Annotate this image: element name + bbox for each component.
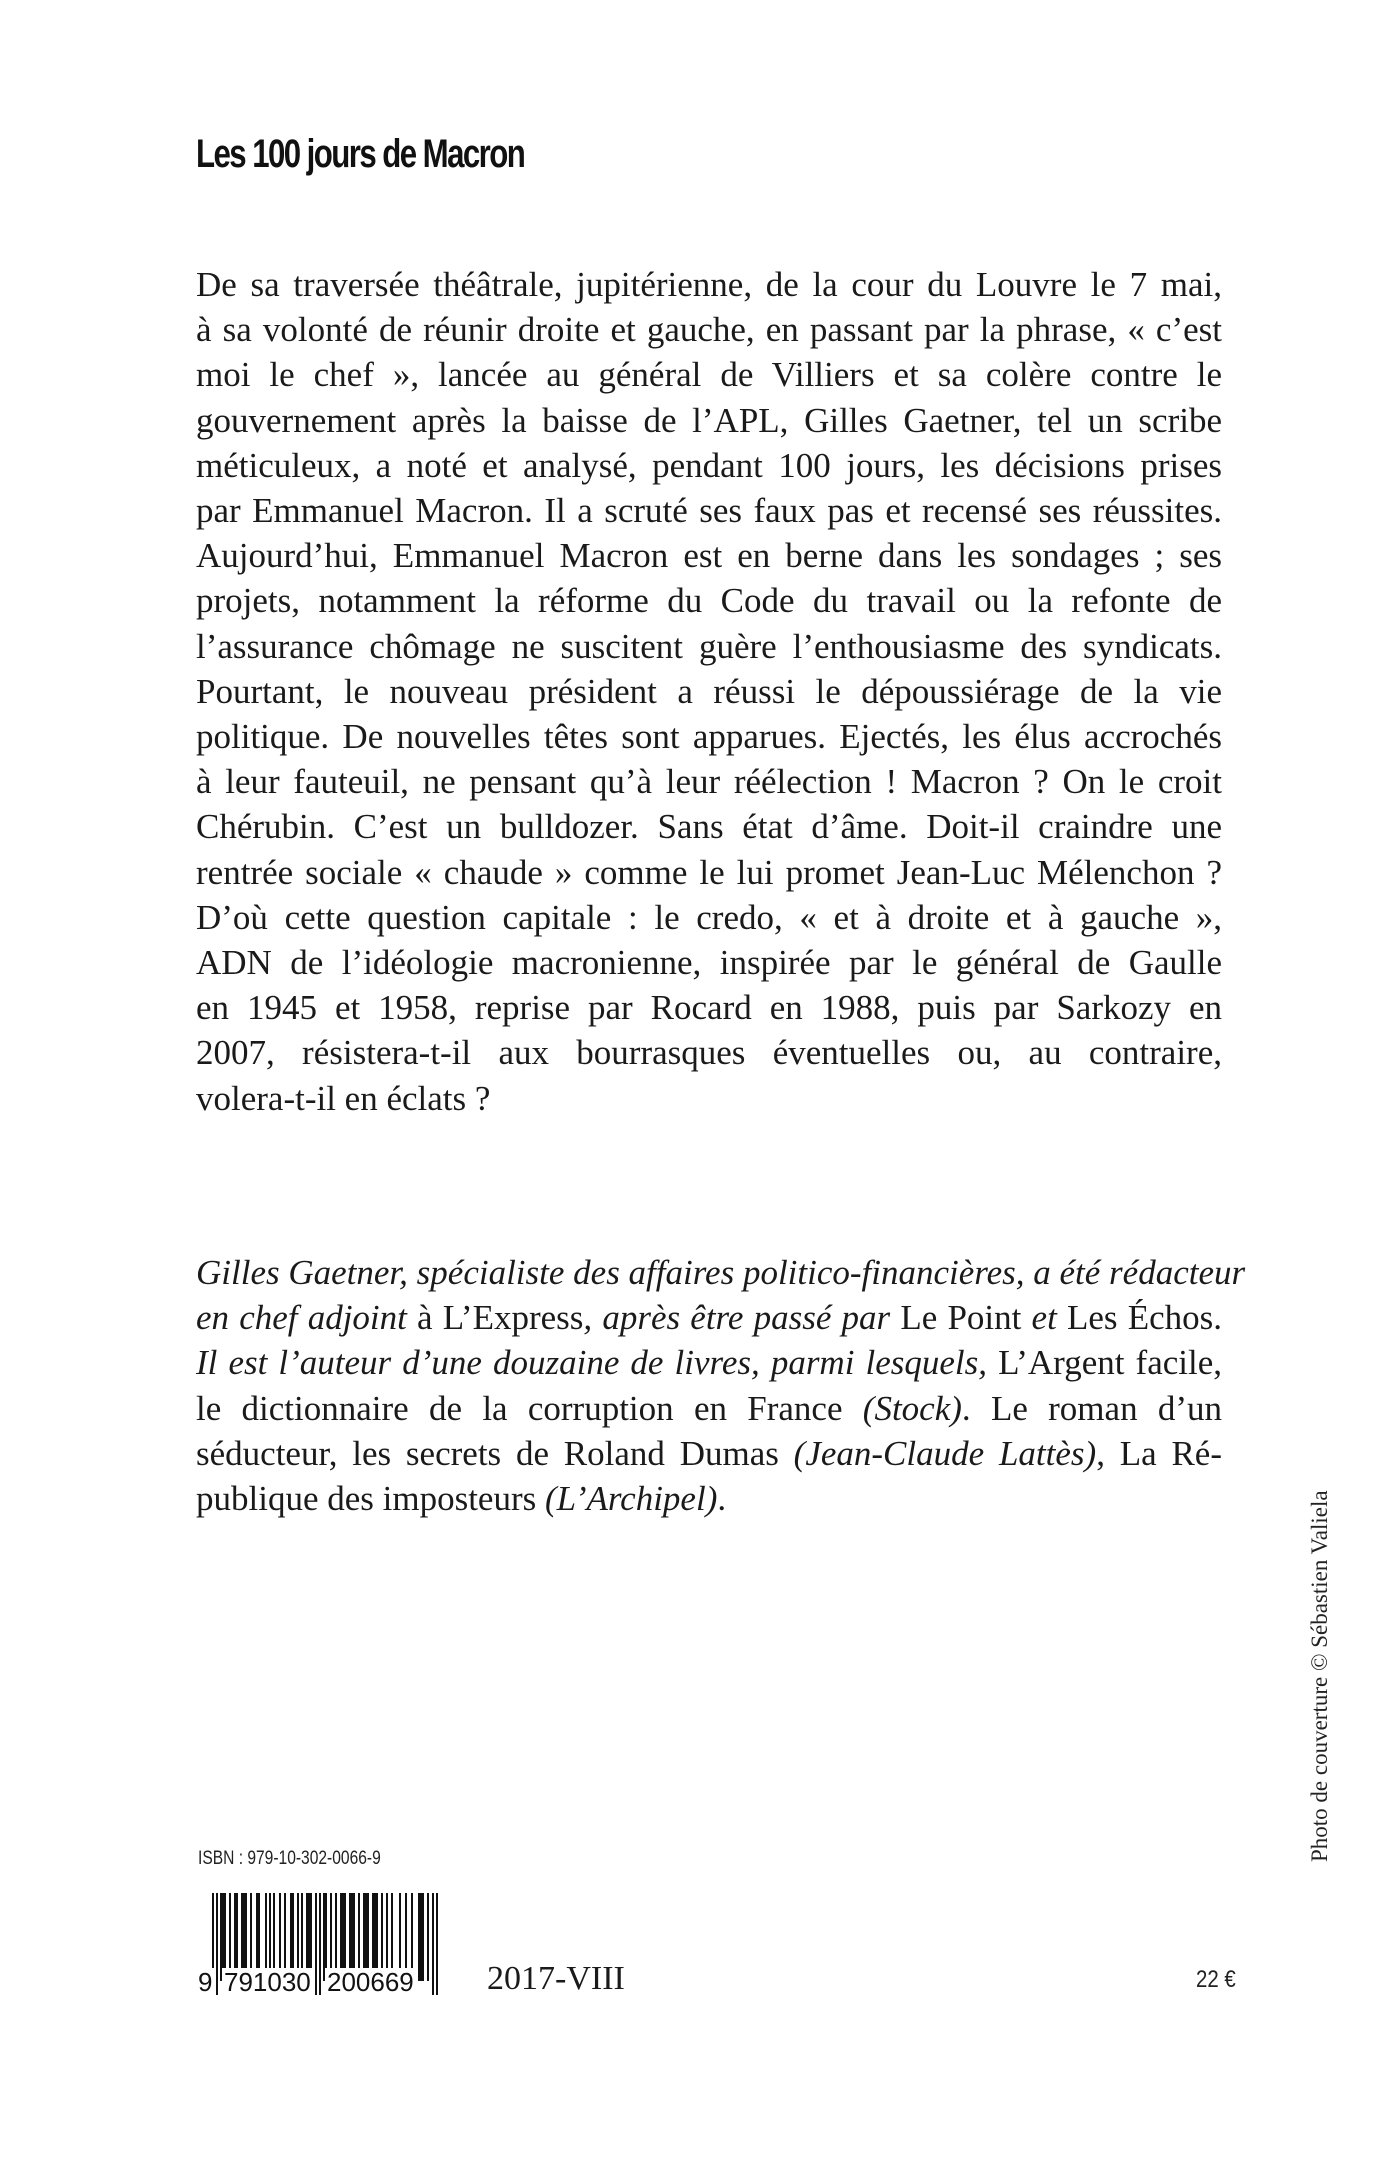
bio-line: Gilles Gaetner, spécialiste des affaires politico-financières, a été rédacteur <box>196 1253 1246 1292</box>
bio-fragment: L’Argent facile, <box>987 1343 1222 1383</box>
blurb-line: ADN de l’idéologie macronienne, inspirée par le général de Gaulle <box>196 943 1222 983</box>
edition-code: 2017-VIII <box>487 1960 625 1997</box>
blurb-line: Pourtant, le nouveau président a réussi le dépoussiérage de la vie <box>196 671 1222 711</box>
bio-fragment: , La Ré- <box>1096 1433 1222 1473</box>
bio-line <box>196 1295 1222 1340</box>
blurb-line: politique. De nouvelles têtes sont apparues. Ejectés, les élus accrochés <box>196 717 1222 757</box>
blurb-line: par Emmanuel Macron. Il a scruté ses faux pas et recensé ses réussites. <box>196 491 1222 531</box>
blurb-line: l’assurance chômage ne suscitent guère l’enthousiasme des syndicats. <box>196 626 1222 666</box>
blurb-line: D’où cette question capitale : le credo, « et à droite et à gauche », <box>196 897 1222 937</box>
blurb-line: De sa traversée théâtrale, jupitérienne, de la cour du Louvre le 7 mai, <box>196 265 1222 304</box>
photo-credit: Photo de couverture © Sébastien Valiela <box>1307 1490 1332 1862</box>
blurb-line: rentrée sociale « chaude » comme le lui promet Jean-Luc Mélenchon ? <box>196 852 1222 892</box>
bio-fragment: et <box>1021 1298 1067 1338</box>
bio-line <box>196 1340 1222 1385</box>
blurb-line: volera-t-il en éclats ? <box>196 1078 491 1118</box>
bio-fragment: Les Échos. <box>1067 1298 1222 1338</box>
bio-line <box>196 1476 1222 1521</box>
bio-fragment: en chef adjoint <box>196 1298 407 1338</box>
barcode-digit-lead: 9 <box>198 1967 213 1997</box>
bio-fragment: . <box>717 1479 727 1519</box>
bio-fragment: Le Point <box>900 1298 1022 1338</box>
blurb-line: 2007, résistera-t-il aux bourrasques éventuelles ou, au contraire, <box>196 1033 1222 1073</box>
blurb-line: à leur fauteuil, ne pensant qu’à leur réélection ! Macron ? On le croit <box>196 762 1222 802</box>
bio-fragment: publique des imposteurs <box>196 1479 545 1519</box>
bio-fragment: (L’Archipel) <box>545 1479 718 1519</box>
blurb-line: Aujourd’hui, Emmanuel Macron est en berne dans les sondages ; ses <box>196 536 1222 576</box>
bio-fragment: (Stock) <box>862 1388 962 1428</box>
blurb-line: à sa volonté de réunir droite et gauche, en passant par la phrase, « c’est <box>196 310 1222 350</box>
bio-fragment: à L’Express <box>406 1298 584 1338</box>
blurb-text <box>196 262 1222 1121</box>
bio-line <box>196 1431 1222 1476</box>
blurb-line: projets, notamment la réforme du Code du travail ou la refonte de <box>196 581 1222 621</box>
bio-fragment: . Le roman d’un <box>961 1388 1223 1428</box>
isbn-label: ISBN : 979-10-302-0066-9 <box>198 1848 381 1869</box>
bio-fragment: séducteur, les secrets de Roland Dumas <box>196 1433 794 1473</box>
price-label: 22 € <box>1196 1966 1236 1993</box>
blurb-line: méticuleux, a noté et analysé, pendant 100 jours, les décisions prises <box>196 445 1222 485</box>
barcode-digits-right: 200669 <box>327 1967 414 1997</box>
author-bio <box>196 1250 1246 1521</box>
bio-fragment: Il est l’auteur d’une douzaine de livres, parmi lesquels, <box>196 1343 988 1383</box>
barcode-digits-left: 791030 <box>224 1967 311 1997</box>
bio-line <box>196 1386 1222 1431</box>
blurb-line: Chérubin. C’est un bulldozer. Sans état d’âme. Doit-il craindre une <box>196 807 1222 847</box>
barcode-digits <box>198 1968 448 1996</box>
bio-fragment: le dictionnaire de la corruption en France <box>196 1388 863 1428</box>
book-title: Les 100 jours de Macron <box>196 132 525 176</box>
blurb-line: en 1945 et 1958, reprise par Rocard en 1988, puis par Sarkozy en <box>196 988 1222 1028</box>
bio-fragment: (Jean-Claude Lattès) <box>793 1433 1097 1473</box>
blurb-line: moi le chef », lancée au général de Villiers et sa colère contre le <box>196 355 1222 395</box>
blurb-line: gouvernement après la baisse de l’APL, Gilles Gaetner, tel un scribe <box>196 400 1222 440</box>
bio-fragment: , après être passé par <box>583 1298 901 1338</box>
